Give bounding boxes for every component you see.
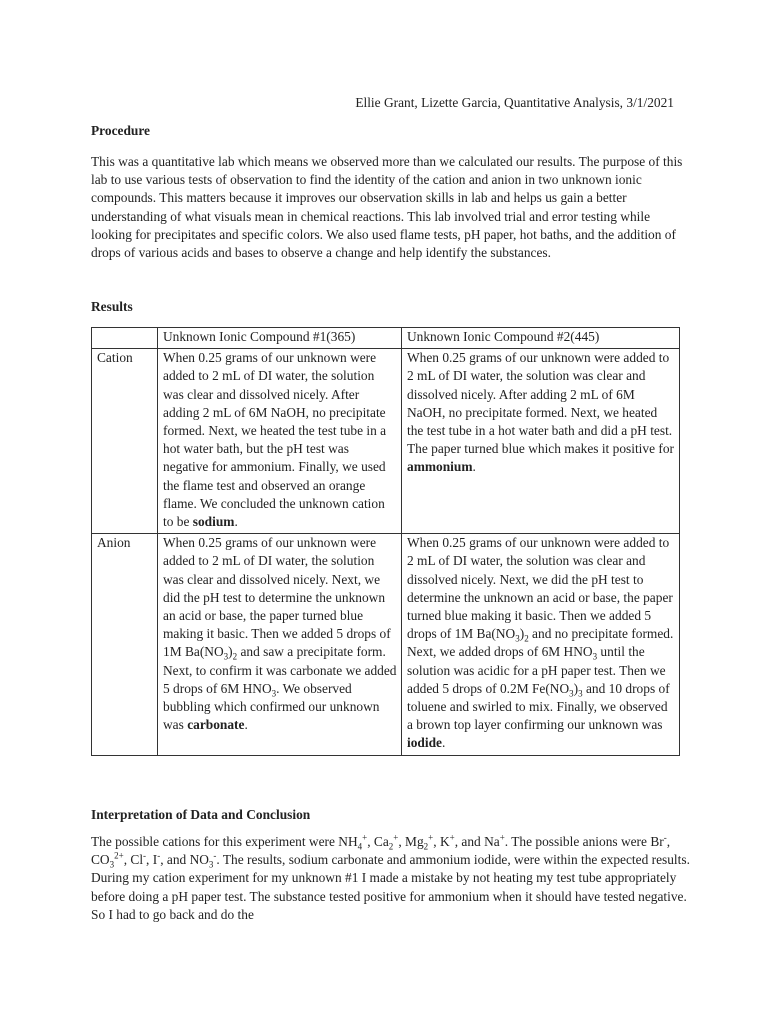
procedure-paragraph: This was a quantitative lab which means we observed more than we calculated our results. The purpose of this lab to use various tests of observation to find the identity of the cation and anion in two unknown ionic compounds. This matters because it improves our observation skills in lab and helps us gain a better understanding of what visuals mean in chemical reactions. This lab involved trial and error testing while looking for precipitates and specific colors. We also used flame tests, pH paper, hot baths, and the addition of drops of various acids and bases to observe a change and help identify the substances.	[91, 154, 683, 261]
result-ammonium: ammonium	[407, 459, 473, 475]
row-label-cation: Cation	[92, 349, 158, 534]
author-line: Ellie Grant, Lizette Garcia, Quantitative Analysis, 3/1/2021	[355, 95, 674, 110]
header-cell-compound-2: Unknown Ionic Compound #2(445)	[402, 328, 680, 349]
procedure-heading: Procedure	[91, 123, 151, 138]
results-table	[91, 327, 680, 756]
anion-compound-2-cell: When 0.25 grams of our unknown were added to 2 mL of DI water, the solution was clear and dissolved nicely. Next, we did the pH test to determine the unknown an acid or base, the paper turned blue making it basic. Then we added 5 drops of 1M $Ba(NO_3)_2$ and no precipitate formed. Next, we added drops of 6M $HNO_3$ until the solution was acidic for a pH paper test. Then we added 5 drops of 0.2M $Fe(NO_3)_3$ and 10 drops of toluene and swirled to mix. Finally, we observed a brown top layer confirming our unknown was iodide.	[402, 534, 680, 755]
table-row-cation	[92, 349, 680, 534]
conclusion-heading: Interpretation of Data and Conclusion	[91, 807, 311, 822]
table-header-row	[92, 328, 680, 349]
table-row-anion	[92, 534, 680, 755]
header-cell-blank	[92, 328, 158, 349]
cation-compound-1-cell: When 0.25 grams of our unknown were added to 2 mL of DI water, the solution was clear and dissolved nicely. After adding 2 mL of 6M NaOH, no precipitate formed. Next, we heated the test tube in a hot water bath, but the pH test was negative for ammonium. Finally, we used the flame test and observed an orange flame. We concluded the unknown cation to be sodium.	[158, 349, 402, 534]
results-heading: Results	[91, 299, 133, 314]
result-sodium: sodium	[192, 514, 235, 530]
result-carbonate: carbonate	[187, 717, 245, 733]
cation-compound-2-cell: When 0.25 grams of our unknown were added to 2 mL of DI water, the solution was clear and dissolved nicely. After adding 2 mL of 6M NaOH, no precipitate formed. Next, we heated the test tube in a hot water bath and did a pH test. The paper turned blue which makes it positive for ammonium.	[402, 349, 680, 534]
header-cell-compound-1: Unknown Ionic Compound #1(365)	[158, 328, 402, 349]
row-label-anion: Anion	[92, 534, 158, 755]
result-iodide: iodide	[407, 735, 442, 751]
conclusion-paragraph: The possible cations for this experiment were $NH_4^+$, $Ca_2^+$, $Mg_2^+$, K+, and Na+. The possible anions were Br-, $CO_3^{2+}$, Cl-, I-, and $NO_3^-$. The results, sodium carbonate and ammonium iodide, were within the expected results. During my cation experiment for my unknown #1 I made a mistake by not heating my test tube appropriately before doing a pH paper test. The substance tested positive for ammonium when it should have tested negative. So I had to go back and do the	[91, 832, 690, 922]
anion-compound-1-cell: When 0.25 grams of our unknown were added to 2 mL of DI water, the solution was clear and dissolved nicely. Next, we did the pH test to determine the unknown an acid or base, the paper turned blue making it basic. Then we added 5 drops of 1M $Ba(NO_3)_2$ and saw a precipitate form. Next, to confirm it was carbonate we added 5 drops of 6M $HNO_3$. We observed bubbling which confirmed our unknown was carbonate.	[158, 534, 402, 755]
